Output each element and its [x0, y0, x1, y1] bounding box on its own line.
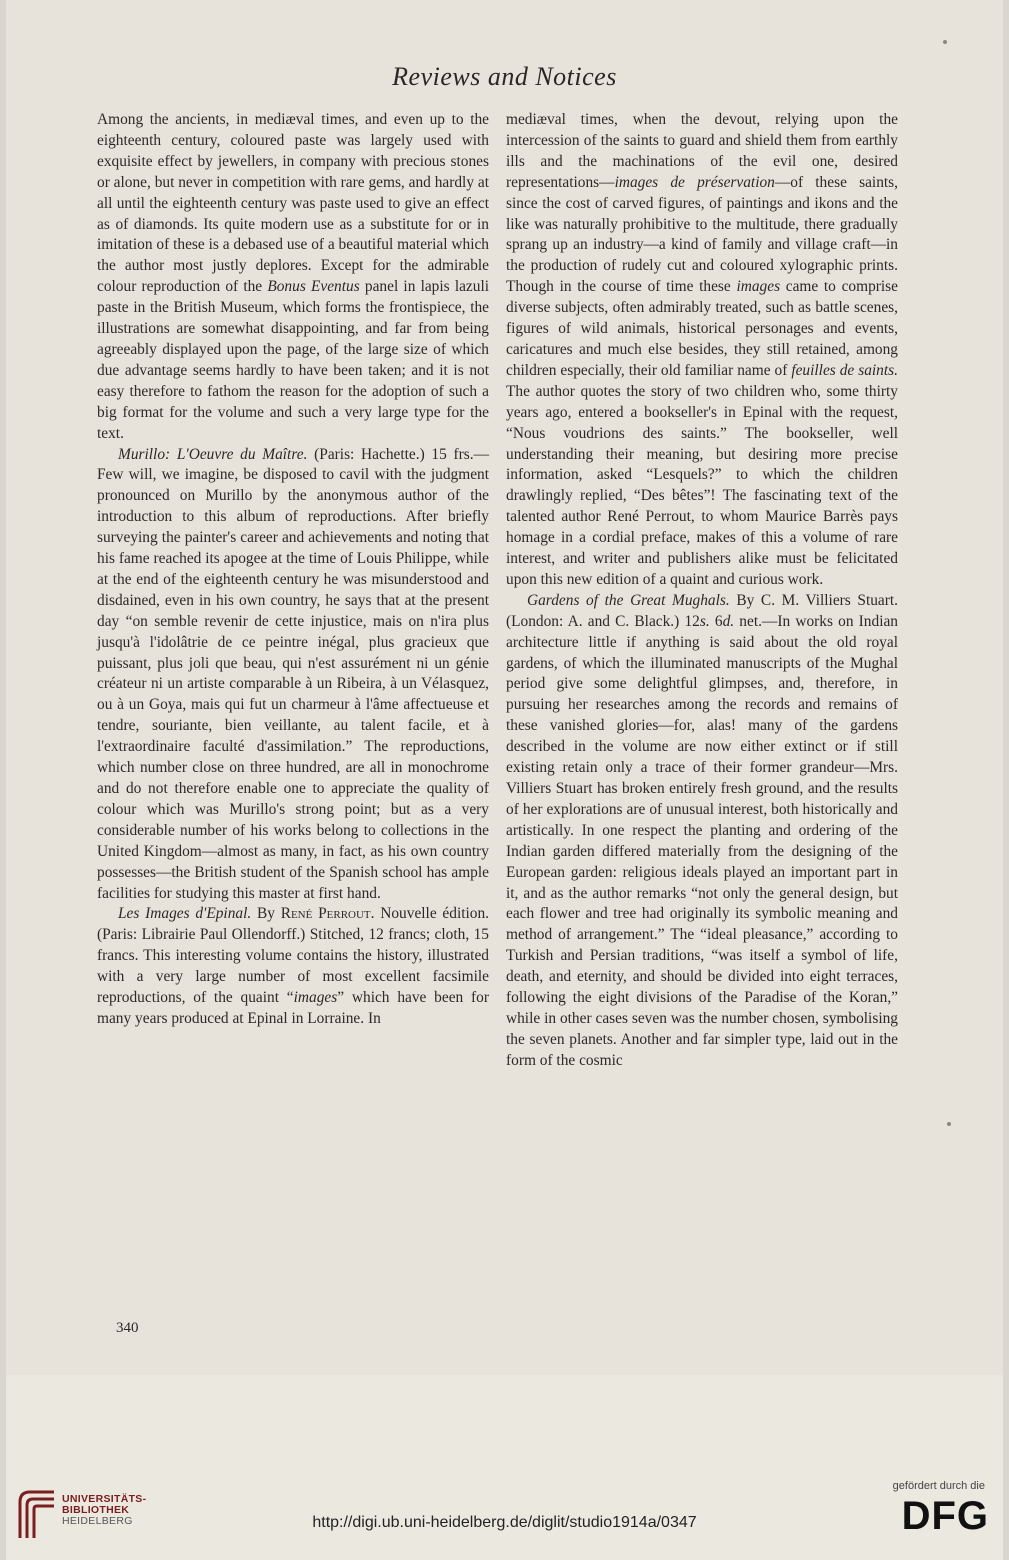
running-head: Reviews and Notices: [392, 62, 617, 91]
paragraph-epinal: Les Images d'Epinal. By René Perrout. Nouvelle édition. (Paris: Librairie Paul Ollendorff.) Stitched, 12 francs; cloth, 15 francs. This interesting volume contains the history, illustrated with a very large number of most excellent facsimile reproductions, of the quaint “images” which have been for many years produced at Epinal in Lorraine. In: [97, 905, 490, 1027]
speck-mark: [943, 40, 947, 44]
speck-mark: [947, 1122, 951, 1126]
left-column: [97, 110, 489, 1030]
printed-sheet: [6, 0, 1003, 1375]
paragraph-gardens: Gardens of the Great Mughals. By C. M. Villiers Stuart. (London: A. and C. Black.) 12s. 6d. net.—In works on Indian architecture little if anything is said about the old royal gardens, of which the illuminated manuscripts of the Mughal period give some delightful glimpses, and, therefore, in pursuing her researches among the records and remains of these vanished glories—for, alas! many of the gardens described in the volume are now either extinct or if still existing retain only a trace of their former grandeur—Mrs. Villiers Stuart has broken entirely fresh ground, and the results of her explorations are of unusual interest, both historically and artistically. In one respect the planting and ordering of the Indian garden differed materially from the designing of the European garden: religious ideals played an important part in it, and as the author remarks “not only the general design, but each flower and tree had originally its symbolic meaning and method of arrangement.” The “ideal pleasance,” according to Turkish and Persian traditions, “was itself a symbol of life, death, and eternity, and should be divided into eight terraces, following the eight divisions of the Paradise of the Koran,” while in other cases seven was the number chosen, symbolising the seven planets. Another and far simpler type, laid out in the form of the cosmic: [506, 591, 898, 1069]
permalink-url[interactable]: http://digi.ub.uni-heidelberg.de/diglit/studio1914a/0347: [312, 1514, 697, 1531]
sponsor-caption: gefördert durch die: [892, 1480, 985, 1492]
library-name: UNIVERSITÄTS- BIBLIOTHEK HEIDELBERG: [62, 1493, 147, 1527]
footer-bar: [6, 1470, 1003, 1560]
paragraph: Among the ancients, in mediæval times, and even up to the eighteenth century, coloured paste was largely used with exquisite effect by jewellers, in company with precious stones or alone, but never in competition with rare gems, and hardly at all until the eighteenth century was paste used to give an effect as of diamonds. Its quite modern use as a substitute for or in imitation of these is a debased use of a beautiful material which the author most justly deplores. Except for the admirable colour reproduction of the Bonus Eventus panel in lapis lazuli paste in the British Museum, which forms the frontispiece, the illustrations are somewhat disappointing, and far from being agreeably displayed upon the page, of the large size of which due advantage seems hardly to have been taken; and it is not easy therefore to fathom the reason for the adoption of such a big format for the volume and such a very large type for the text.: [97, 111, 490, 442]
page-number: 340: [116, 1320, 139, 1336]
paragraph-murillo: Murillo: L'Oeuvre du Maître. (Paris: Hachette.) 15 frs.—Few will, we imagine, be disposed to cavil with the judgment pronounced on Murillo by the anonymous author of the introduction to this album of reproductions. After briefly surveying the painter's career and achievements and noting that his fame reached its apogee at the time of Louis Philippe, while at the end of the eighteenth century he was misunderstood and disdained, even in his own country, he says that at the present day “on semble revenir de cette injustice, mais on n'ira plus jusqu'à l'idolâtrie de ce peintre inégal, plus gracieux que puissant, plus joli que beau, qui n'est assurément ni un génie créateur ni un artiste comparable à un Ribeira, à un Vélasquez, ou à un Goya, mais qui fut un charmeur à l'âme affectueuse et tendre, souriante, bien veillante, au talent facile, et à l'extraordinaire faculté d'assimilation.” The reproductions, which number close on three hundred, are all in monochrome and do not therefore enable one to appreciate the quality of colour which was Murillo's strong point; but as a very considerable number of his works belong to collections in the United Kingdom—almost as many, in fact, as his own country possesses—the British student of the Spanish school has ample facilities for studying this master at first hand.: [97, 445, 490, 902]
dfg-logo: DFG: [901, 1494, 989, 1538]
right-column: [506, 110, 898, 1072]
paragraph: mediæval times, when the devout, relying upon the intercession of the saints to guard and shield them from earthly ills and the machinations of the evil one, desired representations—images de préservation—of these saints, since the cost of carved figures, of paintings and ikons and the like was naturally prohibitive to the multitude, there gradually sprang up an industry—a kind of family and village craft—in the production of rudely cut and coloured xylographic prints. Though in the course of time these images came to comprise diverse subjects, often admirably treated, such as battle scenes, figures of wild animals, historical personages and events, caricatures and much else besides, they still retained, among children especially, their old familiar name of feuilles de saints. The author quotes the story of two children who, some thirty years ago, entered a bookseller's in Epinal with the request, “Nous voudrions des saints.” The bookseller, well understanding their meaning, but desiring more precise information, asked “Lesquels?” to which the children drawlingly replied, “Des bêtes”! The fascinating text of the talented author René Perrout, to whom Maurice Barrès pays homage in a cordial preface, makes of this a volume of rare interest, and writer and publishers alike must be felicitated upon this new edition of a quaint and curious work.: [506, 111, 898, 588]
scanned-page: [6, 0, 1003, 1560]
